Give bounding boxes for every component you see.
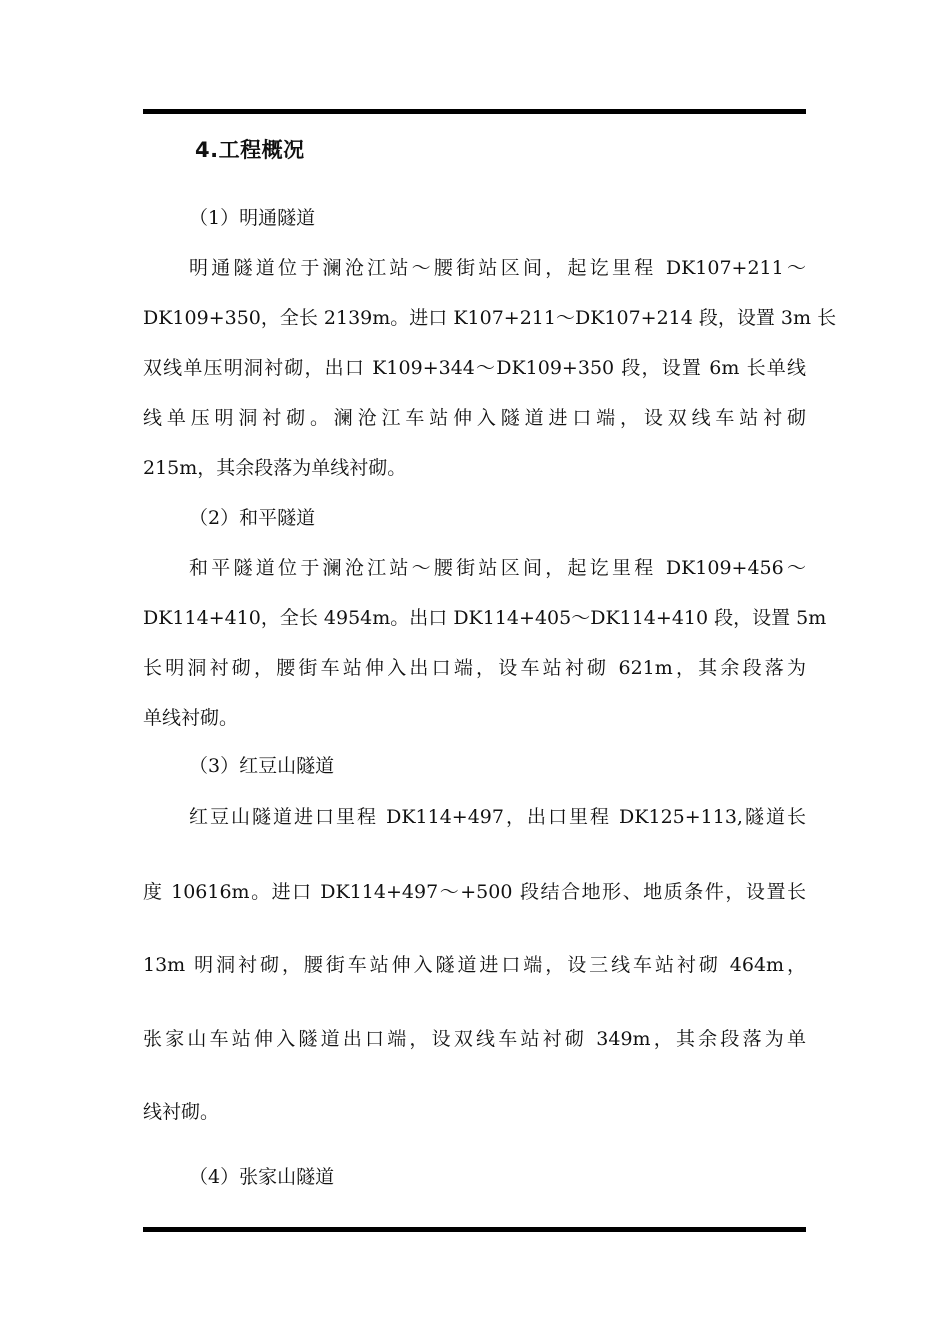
paragraph-line: 和平隧道位于澜沧江站～腰街站区间，起讫里程 DK109+456～ [189,557,806,579]
paragraph-line: DK114+410，全长 4954m。出口 DK114+405～DK114+410 段，设置 5m [143,607,827,629]
paragraph-line: 明通隧道位于澜沧江站～腰街站区间，起讫里程 DK107+211～ [189,257,806,279]
subsection-title-zhangjiashan: （4）张家山隧道 [189,1166,335,1188]
paragraph-line: 红豆山隧道进口里程 DK114+497，出口里程 DK125+113,隧道长 [189,806,806,828]
header-rule [143,109,806,114]
paragraph-line: 线单压明洞衬砌。澜沧江车站伸入隧道进口端，设双线车站衬砌 [143,407,806,429]
paragraph-line: 张家山车站伸入隧道出口端，设双线车站衬砌 349m，其余段落为单 [143,1028,806,1050]
subsection-title-mingtong: （1）明通隧道 [189,207,316,229]
section-heading: 4.工程概况 [195,138,305,162]
subsection-title-heping: （2）和平隧道 [189,507,316,529]
paragraph-line: 13m 明洞衬砌，腰街车站伸入隧道进口端，设三线车站衬砌 464m， [143,954,806,976]
footer-rule [143,1227,806,1232]
subsection-title-hongdoushan: （3）红豆山隧道 [189,755,335,777]
paragraph-line: 双线单压明洞衬砌，出口 K109+344～DK109+350 段，设置 6m 长单线 [143,357,806,379]
paragraph-line: 度 10616m。进口 DK114+497～+500 段结合地形、地质条件，设置长 [143,881,806,903]
paragraph-line: 长明洞衬砌，腰街车站伸入出口端，设车站衬砌 621m，其余段落为 [143,657,806,679]
paragraph-line: 线衬砌。 [143,1101,220,1123]
paragraph-line: 215m，其余段落为单线衬砌。 [143,457,407,479]
paragraph-line: 单线衬砌。 [143,707,239,729]
paragraph-line: DK109+350，全长 2139m。进口 K107+211～DK107+214 段，设置 3m 长 [143,307,837,329]
